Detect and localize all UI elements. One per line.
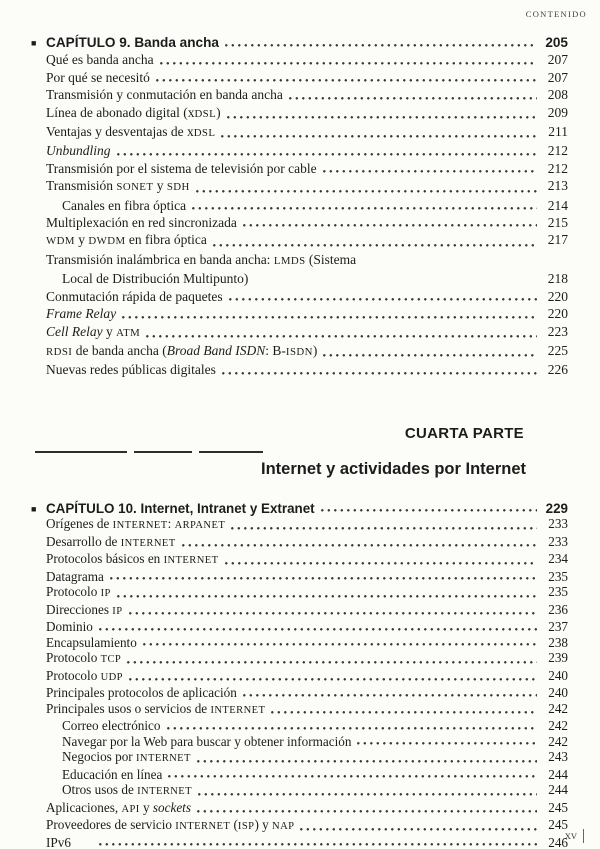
toc-page-number: 234 — [548, 551, 568, 567]
toc-entry-row — [32, 800, 568, 818]
toc-entry-label — [46, 177, 190, 196]
toc-entry-row — [32, 104, 568, 123]
label-segment: Línea de abonado digital (x — [46, 104, 195, 120]
toc-entry-label — [46, 635, 137, 651]
toc-entry-row — [32, 516, 568, 534]
folio-page-number: XV — [564, 831, 577, 841]
toc-entry-label — [62, 718, 161, 734]
dot-leader — [122, 316, 537, 319]
label-segment: INTERNET — [210, 704, 266, 716]
label-segment: Desarrollo de — [46, 533, 121, 549]
toc-entry-row — [32, 361, 568, 378]
label-segment: ISP — [237, 821, 255, 833]
toc-page-number: 213 — [547, 178, 568, 194]
label-segment: API — [121, 803, 140, 815]
dot-leader — [323, 170, 537, 173]
part-kicker: CUARTA PARTE — [404, 424, 524, 442]
label-segment: Direcciones — [46, 601, 113, 617]
toc-entry-row — [32, 288, 568, 305]
toc-entry-label — [46, 551, 219, 569]
toc-entry-label — [46, 817, 294, 835]
toc-entry-label — [46, 34, 219, 51]
label-segment: IPv6 — [46, 834, 71, 849]
toc-entry-row — [32, 749, 568, 767]
label-segment: Qué es banda ancha — [46, 52, 154, 68]
toc-page-number: 220 — [547, 306, 568, 322]
toc-page-number: 244 — [548, 782, 568, 798]
toc-entry-label — [46, 701, 265, 719]
label-segment: ) y — [254, 817, 273, 833]
bullet-square-icon: ■ — [31, 503, 37, 514]
label-segment: Transmisión — [46, 178, 117, 194]
toc-entry-row — [32, 251, 568, 270]
toc-entry-row — [32, 782, 568, 800]
label-segment: SDH — [166, 181, 190, 194]
toc-entry-label — [46, 305, 116, 322]
toc-content — [32, 34, 568, 849]
label-segment: Principales usos o servicios de — [46, 700, 211, 716]
toc-entry-label — [46, 835, 71, 849]
dot-leader — [300, 828, 537, 831]
label-segment: Principales protocolos de aplicación — [46, 685, 237, 701]
dot-leader — [143, 643, 537, 646]
toc-entry-label — [46, 251, 356, 270]
toc-entry-row — [32, 551, 568, 569]
toc-page-number: 242 — [548, 733, 568, 749]
label-segment: Encapsulamiento — [46, 634, 137, 650]
toc-page-number: 237 — [548, 619, 568, 635]
toc-entry-label — [46, 142, 111, 159]
dot-leader — [99, 843, 537, 846]
dot-leader — [225, 562, 537, 565]
toc-entry-row — [32, 342, 568, 361]
label-segment: y — [74, 232, 89, 248]
label-segment: Protocolo — [46, 667, 101, 683]
toc-entry-label — [46, 323, 140, 342]
label-segment: Conmutación rápida de paquetes — [46, 288, 223, 304]
label-segment: Orígenes de — [46, 516, 113, 532]
label-segment: y — [102, 323, 117, 339]
label-segment: Protocolo — [46, 584, 101, 600]
toc-entry-row — [32, 650, 568, 668]
label-segment: Transmisión por el sistema de televisión por cable — [46, 160, 317, 176]
toc-section — [32, 501, 568, 849]
label-segment: ARPANET — [174, 520, 226, 532]
toc-entry-label — [62, 197, 186, 214]
label-segment: WDM — [46, 235, 75, 248]
toc-entry-label — [46, 214, 237, 231]
toc-page-number: 215 — [547, 215, 568, 231]
dot-leader — [243, 694, 537, 697]
label-segment: (Sistema — [305, 251, 357, 267]
dot-leader — [110, 577, 537, 580]
label-segment: SONET — [116, 181, 154, 194]
toc-entry-row — [32, 197, 568, 214]
toc-page-number: 220 — [547, 288, 568, 304]
toc-entry-label — [46, 104, 221, 123]
label-segment: NAP — [272, 821, 295, 833]
toc-entry-label — [46, 51, 154, 68]
label-segment: DSL — [194, 107, 217, 120]
label-segment: Proveedores de servicio — [46, 817, 176, 833]
toc-entry-label — [46, 160, 317, 177]
label-segment: en fibra óptica — [125, 232, 207, 248]
label-segment: Transmisión y conmutación en banda ancha — [46, 87, 283, 103]
dot-leader — [362, 263, 537, 266]
toc-page-number: 238 — [548, 634, 568, 650]
toc-entry-row — [32, 569, 568, 585]
label-segment: de banda ancha ( — [72, 342, 167, 358]
label-segment: CAPÍTULO 10. Internet, Intranet y Extranet — [46, 500, 315, 516]
toc-entry-row — [32, 142, 568, 159]
toc-page-number: 229 — [545, 500, 568, 516]
dot-leader — [99, 628, 537, 631]
label-segment: IP — [100, 588, 111, 600]
toc-entry-row — [32, 635, 568, 651]
dot-leader — [323, 354, 537, 357]
toc-page-number: 223 — [547, 323, 568, 339]
part-title: Internet y actividades por Internet — [261, 459, 526, 478]
label-segment: Aplicaciones, — [46, 799, 122, 815]
dot-leader — [156, 79, 537, 82]
toc-entry-row — [32, 177, 568, 196]
label-segment: Por qué se necesitó — [46, 69, 150, 85]
label-segment: Transmisión inalámbrica en banda ancha: — [46, 251, 274, 267]
label-segment: INTERNET — [163, 555, 219, 567]
label-segment: Datagrama — [46, 568, 104, 584]
label-segment: DWDM — [88, 235, 126, 248]
label-segment: Protocolos básicos en — [46, 551, 164, 567]
dot-leader — [117, 595, 537, 598]
label-segment: Broad Band ISDN — [166, 342, 266, 358]
dot-leader — [357, 742, 537, 745]
toc-entry-row — [32, 270, 568, 287]
toc-entry-label — [46, 800, 191, 818]
toc-entry-label — [62, 767, 162, 783]
dot-leader — [254, 281, 537, 284]
dot-leader — [160, 62, 537, 65]
label-segment: INTERNET — [112, 520, 168, 532]
toc-entry-row — [32, 305, 568, 322]
label-segment: ) — [216, 104, 221, 120]
label-segment: ATM — [116, 326, 141, 339]
toc-entry-label — [46, 123, 215, 142]
dot-leader — [271, 711, 537, 714]
toc-entry-label — [46, 288, 223, 305]
toc-entry-label — [46, 361, 216, 378]
toc-page-number: 235 — [548, 584, 568, 600]
label-segment: Frame Relay — [46, 306, 117, 322]
label-segment: INTERNET — [135, 753, 191, 765]
dot-leader — [129, 678, 537, 681]
label-segment: IP — [112, 605, 123, 617]
dot-leader — [197, 760, 537, 763]
toc-entry-label — [46, 534, 176, 552]
label-segment: Nuevas redes públicas digitales — [46, 362, 216, 378]
toc-page-number: 205 — [545, 35, 568, 50]
toc-entry-row — [32, 123, 568, 142]
label-segment: Ventajas y desventajas de x — [46, 124, 194, 140]
dot-leader — [229, 298, 537, 301]
toc-page-number: 236 — [548, 601, 568, 617]
label-segment: Multiplexación en red sincronizada — [46, 215, 237, 231]
toc-entry-row — [32, 767, 568, 783]
dot-leader — [146, 335, 537, 338]
toc-entry-row — [32, 534, 568, 552]
toc-entry-label — [62, 782, 192, 800]
label-segment: Protocolo — [46, 650, 101, 666]
toc-entry-label — [46, 342, 317, 361]
toc-entry-label — [46, 569, 104, 585]
label-segment: ISDN — [285, 345, 313, 358]
toc-entry-row — [32, 734, 568, 750]
toc-entry-row — [32, 51, 568, 68]
toc-chapter-row — [32, 501, 568, 517]
label-segment: Negocios por — [62, 749, 136, 765]
toc-page-number: 245 — [548, 799, 568, 815]
toc-page-number: 211 — [548, 124, 568, 140]
toc-page-number: 243 — [548, 749, 568, 765]
toc-page-number: 242 — [548, 700, 568, 716]
label-segment: Unbundling — [46, 143, 111, 159]
label-segment: sockets — [152, 799, 191, 815]
dot-leader — [192, 207, 537, 210]
toc-entry-label — [46, 685, 237, 701]
toc-page-number: 207 — [547, 69, 568, 85]
label-segment: LMDS — [273, 254, 306, 267]
label-segment: Educación en línea — [62, 766, 163, 782]
running-head: CONTENIDO — [525, 9, 587, 19]
label-segment: y — [153, 178, 167, 194]
toc-entry-label — [46, 231, 207, 250]
rule-segment — [35, 451, 127, 453]
toc-entry-row — [32, 214, 568, 231]
label-segment: Otros usos de — [62, 782, 138, 798]
label-segment: INTERNET — [120, 537, 176, 549]
toc-entry-row — [32, 584, 568, 602]
dot-leader — [127, 661, 537, 664]
toc-entry-row — [32, 160, 568, 177]
toc-entry-row — [32, 69, 568, 86]
toc-page-number: 209 — [547, 104, 568, 120]
dot-leader — [198, 793, 537, 796]
toc-page-number: 218 — [547, 271, 568, 287]
label-segment: ( — [230, 817, 238, 833]
toc-page-number: 226 — [547, 362, 568, 378]
toc-entry-label — [46, 668, 123, 686]
label-segment: y — [139, 799, 153, 815]
toc-page-number: 233 — [548, 533, 568, 549]
label-segment: Navegar por la Web para buscar y obtener información — [62, 733, 352, 749]
toc-entry-label — [46, 650, 121, 668]
label-segment: ) — [312, 342, 318, 358]
toc-entry-row — [32, 817, 568, 835]
label-segment: Cell Relay — [46, 323, 103, 339]
dot-leader — [227, 116, 537, 119]
toc-entry-row — [32, 619, 568, 635]
toc-entry-label — [46, 602, 123, 620]
label-segment: DSL — [193, 127, 216, 140]
toc-entry-label — [46, 619, 93, 635]
toc-entry-label — [46, 516, 225, 534]
rule-segment — [134, 451, 192, 453]
decorative-rule-icon — [35, 451, 263, 453]
toc-page-number: 233 — [548, 516, 568, 532]
toc-page-number: 240 — [548, 685, 568, 701]
page-footer — [565, 829, 584, 843]
dot-leader — [167, 727, 538, 730]
dot-leader — [289, 97, 537, 100]
dot-leader — [182, 544, 537, 547]
toc-entry-row — [32, 668, 568, 686]
label-segment: RDSI — [46, 345, 73, 358]
toc-entry-row — [32, 835, 568, 849]
toc-entry-row — [32, 602, 568, 620]
toc-page-number: 245 — [548, 817, 568, 833]
dot-leader — [221, 135, 537, 138]
toc-entry-label — [46, 86, 283, 103]
toc-entry-label — [62, 734, 351, 750]
dot-leader — [243, 224, 537, 227]
label-segment: UDP — [100, 671, 123, 683]
dot-leader — [168, 775, 537, 778]
label-segment: INTERNET — [175, 821, 231, 833]
label-segment: TCP — [100, 654, 122, 666]
folio-rule — [583, 829, 584, 843]
rule-segment — [199, 451, 263, 453]
toc-page-number: 240 — [548, 667, 568, 683]
toc-page-number: 207 — [547, 52, 568, 68]
toc-entry-row — [32, 718, 568, 734]
label-segment: : — [167, 516, 175, 532]
toc-entry-label — [62, 270, 248, 287]
toc-entry-label — [46, 584, 111, 602]
toc-entry-label — [46, 501, 315, 517]
toc-page-number: 208 — [547, 87, 568, 103]
toc-entry-row — [32, 231, 568, 250]
toc-page-number: 212 — [547, 143, 568, 159]
toc-entry-row — [32, 323, 568, 342]
toc-entry-row — [32, 685, 568, 701]
toc-entry-row — [32, 701, 568, 719]
part-divider — [32, 425, 568, 479]
toc-entry-label — [46, 69, 150, 86]
dot-leader — [213, 244, 537, 247]
toc-page-number: 212 — [547, 160, 568, 176]
dot-leader — [196, 190, 537, 193]
dot-leader — [231, 527, 537, 530]
toc-entry-row — [32, 86, 568, 103]
toc-entry-label — [62, 749, 191, 767]
dot-leader — [117, 153, 537, 156]
toc-page-number: 235 — [548, 568, 568, 584]
dot-leader — [197, 810, 537, 813]
dot-leader — [222, 372, 537, 375]
label-segment: Local de Distribución Multipunto) — [62, 271, 249, 287]
dot-leader — [225, 44, 537, 47]
label-segment: INTERNET — [137, 786, 193, 798]
toc-section — [32, 34, 568, 379]
toc-page-number: 246 — [548, 834, 568, 849]
toc-page-number: 214 — [547, 197, 568, 213]
label-segment: Dominio — [46, 619, 93, 635]
bullet-square-icon: ■ — [31, 38, 37, 48]
dot-leader — [129, 612, 537, 615]
toc-chapter-row — [32, 34, 568, 51]
toc-page-number: 225 — [547, 342, 568, 358]
label-segment: Correo electrónico — [62, 718, 161, 734]
toc-page-number: 217 — [547, 232, 568, 248]
label-segment: : B- — [265, 342, 286, 358]
label-segment: Canales en fibra óptica — [62, 197, 187, 213]
label-segment: CAPÍTULO 9. Banda ancha — [46, 35, 219, 50]
toc-page-number: 239 — [548, 650, 568, 666]
toc-page-number: 242 — [548, 718, 568, 734]
dot-leader — [321, 509, 537, 512]
toc-page-number: 244 — [548, 766, 568, 782]
